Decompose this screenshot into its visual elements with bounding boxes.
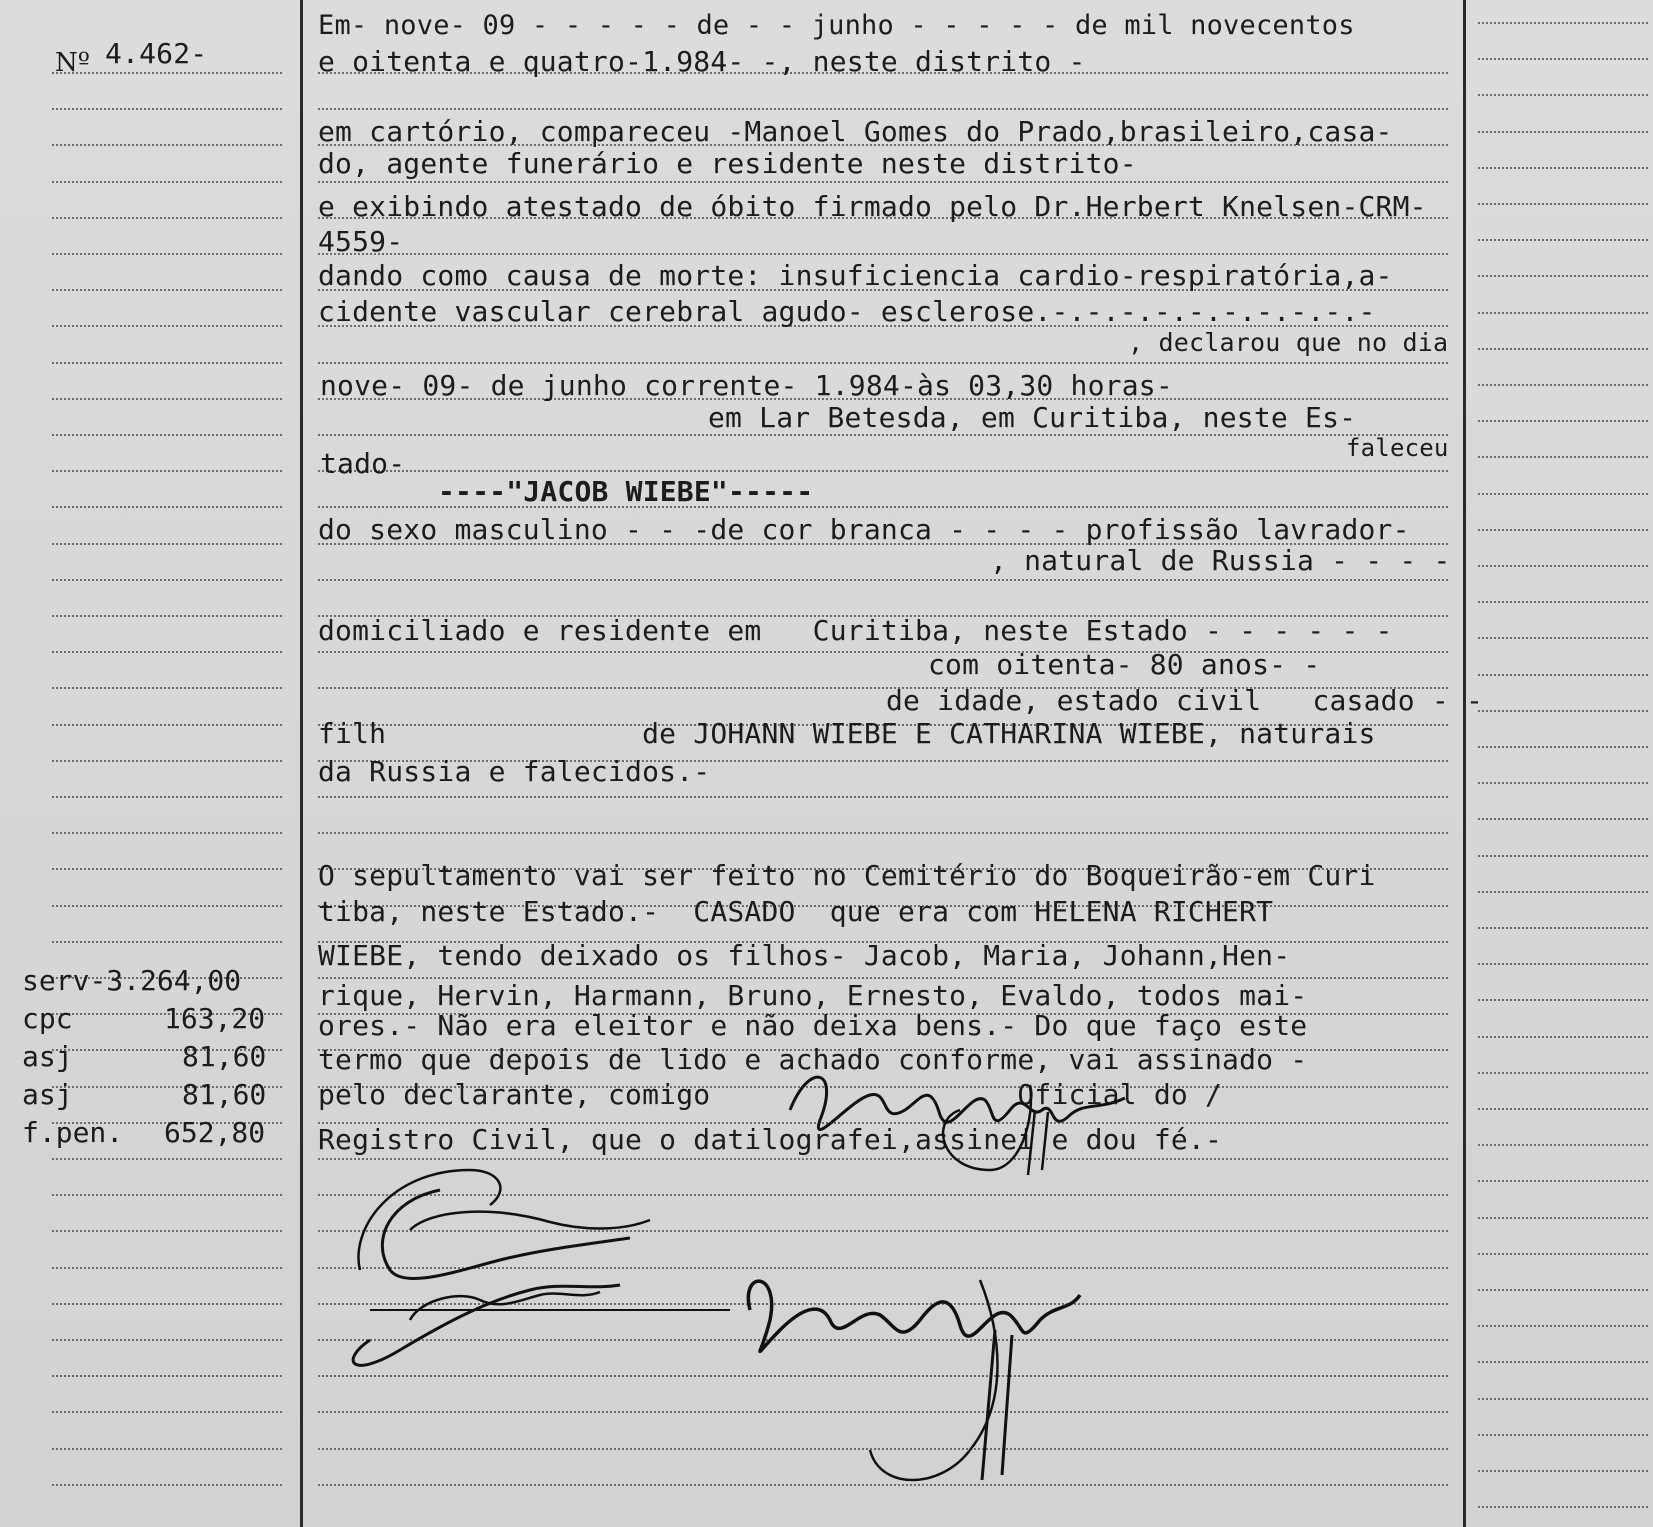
- ruled-line: [1478, 1253, 1648, 1255]
- body-line: Registro Civil, que o datilografei,assinei e dou fé.-: [318, 1123, 1223, 1156]
- ruled-line: [52, 362, 282, 364]
- ruled-line: [52, 1230, 282, 1232]
- custa-value: 163,20: [164, 1002, 266, 1035]
- ruled-line: [1478, 1217, 1648, 1219]
- ruled-line: [52, 398, 282, 400]
- ruled-line: [1478, 1434, 1648, 1436]
- custa-serv: serv-3.264,00: [22, 964, 242, 997]
- ruled-line: [52, 1448, 282, 1450]
- ruled-line: [52, 1411, 282, 1413]
- body-line: cidente vascular cerebral agudo- esclerose.-.-.-.-.-.-.-.-.-.-: [318, 295, 1376, 328]
- custa-value: 652,80: [164, 1116, 266, 1149]
- ruled-line: [1478, 1398, 1648, 1400]
- body-line: , natural de Russia - - - -: [990, 544, 1451, 577]
- ruled-line: [52, 615, 282, 617]
- ruled-line: [1478, 1289, 1648, 1291]
- ruled-line: [318, 181, 1448, 183]
- ruled-line: [1478, 529, 1648, 531]
- deceased-name: ----"JACOB WIEBE"-----: [438, 475, 814, 508]
- body-line: em Lar Betesda, em Curitiba, neste Es-: [708, 401, 1357, 434]
- ruled-line: [52, 470, 282, 472]
- ruled-line: [1478, 601, 1648, 603]
- declarant-signature: [330, 1150, 730, 1380]
- ruled-line: [52, 1267, 282, 1269]
- ruled-line: [52, 253, 282, 255]
- ruled-line: [52, 434, 282, 436]
- ruled-line: [1478, 94, 1648, 96]
- left-column-divider: [300, 0, 303, 1527]
- body-line: dando como causa de morte: insuficiencia cardio-respiratória,a-: [318, 259, 1393, 292]
- ruled-line: [1478, 203, 1648, 205]
- ruled-line: [318, 108, 1448, 110]
- ruled-line: [1478, 999, 1648, 1001]
- body-line: da Russia e falecidos.-: [318, 755, 711, 788]
- custa-label: asj: [22, 1078, 73, 1111]
- body-line: , declarou que no dia: [1128, 328, 1449, 357]
- body-line: Em- nove- 09 - - - - - de - - junho - - - - - de mil novecentos: [318, 10, 1355, 41]
- custa-label: f.pen.: [22, 1116, 124, 1149]
- official-signature-inline: [780, 1040, 1140, 1180]
- registro-numero: 4.462-: [105, 37, 208, 70]
- body-line: com oitenta- 80 anos- -: [928, 648, 1321, 681]
- ruled-line: [1478, 637, 1648, 639]
- right-column-divider: [1463, 0, 1466, 1527]
- body-line: tiba, neste Estado.- CASADO que era com HELENA RICHERT: [318, 895, 1274, 928]
- ruled-line: [1478, 167, 1648, 169]
- ruled-line: [1478, 312, 1648, 314]
- ruled-line: [52, 289, 282, 291]
- ruled-line: [52, 1194, 282, 1196]
- ruled-line: [52, 1158, 282, 1160]
- ruled-line: [318, 470, 1448, 472]
- ruled-line: [52, 796, 282, 798]
- registro-numero-prefix: Nº: [55, 48, 90, 78]
- body-line: e exibindo atestado de óbito firmado pelo Dr.Herbert Knelsen-CRM-: [318, 190, 1427, 223]
- ruled-line: [1478, 493, 1648, 495]
- ruled-line: [318, 796, 1448, 798]
- ruled-line: [1478, 1470, 1648, 1472]
- ruled-line: [1478, 927, 1648, 929]
- body-line: e oitenta e quatro-1.984- -, neste distrito -: [318, 45, 1086, 78]
- ruled-line: [52, 325, 282, 327]
- ruled-line: [1478, 1072, 1648, 1074]
- ruled-line: [52, 832, 282, 834]
- ruled-line: [1478, 22, 1648, 24]
- custa-label: cpc: [22, 1002, 73, 1035]
- ruled-line: [1478, 1108, 1648, 1110]
- ruled-line: [318, 579, 1448, 581]
- ruled-line: [1478, 818, 1648, 820]
- ruled-line: [1478, 239, 1648, 241]
- body-line: domiciliado e residente em Curitiba, neste Estado - - - - - -: [318, 614, 1393, 647]
- ruled-line: [52, 579, 282, 581]
- ruled-line: [52, 1484, 282, 1486]
- ruled-line: [1478, 1506, 1648, 1508]
- ruled-line: [52, 108, 282, 110]
- body-line: tado-: [320, 447, 406, 480]
- body-line: ores.- Não era eleitor e não deixa bens.- Do que faço este: [318, 1009, 1308, 1042]
- ruled-line: [1478, 1361, 1648, 1363]
- body-line: termo que depois de lido e achado conforme, vai assinado -: [318, 1043, 1308, 1076]
- ruled-line: [52, 1339, 282, 1341]
- body-line: filh de JOHANN WIEBE E CATHARINA WIEBE, naturais: [318, 717, 1376, 750]
- ruled-line: [1478, 348, 1648, 350]
- ruled-line: [52, 651, 282, 653]
- custa-value: 81,60: [182, 1078, 267, 1111]
- ruled-line: [52, 181, 282, 183]
- ruled-line: [52, 687, 282, 689]
- body-line: do, agente funerário e residente neste distrito-: [318, 147, 1137, 180]
- ruled-line: [52, 868, 282, 870]
- body-line: faleceu: [1346, 434, 1449, 462]
- ruled-line: [52, 217, 282, 219]
- body-line: O sepultamento vai ser feito no Cemitério do Boqueirão-em Curi: [318, 859, 1376, 892]
- ruled-line: [318, 434, 1448, 436]
- ruled-line: [1478, 384, 1648, 386]
- ruled-line: [318, 253, 1448, 255]
- ruled-line: [1478, 1325, 1648, 1327]
- ruled-line: [52, 905, 282, 907]
- ruled-line: [1478, 275, 1648, 277]
- body-line: de idade, estado civil casado - -: [886, 684, 1484, 717]
- ruled-line: [52, 1375, 282, 1377]
- ruled-line: [52, 506, 282, 508]
- ruled-line: [52, 941, 282, 943]
- custa-value: 81,60: [182, 1040, 267, 1073]
- ruled-line: [1478, 855, 1648, 857]
- ruled-line: [52, 724, 282, 726]
- ruled-line: [1478, 710, 1648, 712]
- ruled-line: [1478, 58, 1648, 60]
- body-line: nove- 09- de junho corrente- 1.984-às 03,30 horas-: [320, 369, 1173, 402]
- ruled-line: [318, 832, 1448, 834]
- ruled-line: [318, 362, 1448, 364]
- custa-label: asj: [22, 1040, 73, 1073]
- body-line: 4559-: [318, 225, 404, 258]
- ruled-line: [1478, 565, 1648, 567]
- ruled-line: [1478, 1180, 1648, 1182]
- body-line: pelo declarante, comigo Oficial do /: [318, 1078, 1223, 1111]
- ruled-line: [52, 144, 282, 146]
- body-line: WIEBE, tendo deixado os filhos- Jacob, Maria, Johann,Hen-: [318, 939, 1291, 972]
- ruled-line: [1478, 1144, 1648, 1146]
- body-line: em cartório, compareceu -Manoel Gomes do Prado,brasileiro,casa-: [318, 115, 1393, 148]
- body-line: rique, Hervin, Harmann, Bruno, Ernesto, Evaldo, todos mai-: [318, 979, 1308, 1012]
- ruled-line: [1478, 891, 1648, 893]
- ruled-line: [52, 543, 282, 545]
- ruled-line: [1478, 782, 1648, 784]
- ruled-line: [1478, 963, 1648, 965]
- official-signature-main: [720, 1250, 1140, 1510]
- ruled-line: [52, 1303, 282, 1305]
- ruled-line: [52, 760, 282, 762]
- ruled-line: [1478, 746, 1648, 748]
- ruled-line: [1478, 1036, 1648, 1038]
- ruled-line: [1478, 420, 1648, 422]
- ruled-line: [1478, 674, 1648, 676]
- ruled-line: [1478, 456, 1648, 458]
- ruled-line: [1478, 131, 1648, 133]
- body-line: do sexo masculino - - -de cor branca - - - - profissão lavrador-: [318, 513, 1410, 546]
